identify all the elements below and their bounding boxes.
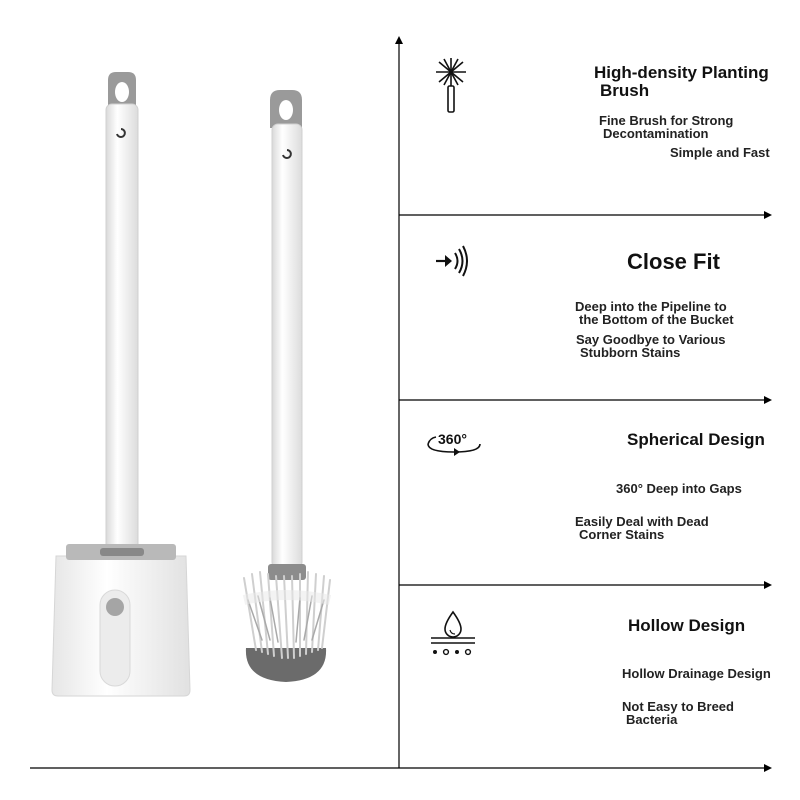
rotate-360-icon — [424, 430, 484, 456]
feature-desc: Easily Deal with Dead Corner Stains — [575, 514, 709, 542]
feature-desc: 360° Deep into Gaps — [616, 481, 742, 496]
feature-desc: Fine Brush for Strong Decontamination — [599, 113, 734, 141]
feature-title: Spherical Design — [627, 430, 765, 449]
brush-icon — [432, 56, 470, 114]
feature-desc: Simple and Fast — [670, 145, 770, 160]
feature-desc: Deep into the Pipeline to the Bottom of the Bucket — [575, 299, 734, 327]
arrow-waves-icon — [434, 244, 468, 278]
feature-desc: Not Easy to Breed Bacteria — [622, 699, 734, 727]
feature-desc: Hollow Drainage Design — [622, 666, 771, 681]
feature-title: Hollow Design — [628, 616, 746, 635]
feature-title: High-density Planting Brush — [594, 63, 769, 100]
water-drop-icon — [428, 610, 478, 658]
feature-desc: Say Goodbye to Various Stubborn Stains — [576, 332, 726, 360]
rotate-360-label: 360° — [438, 431, 467, 447]
feature-title: Close Fit — [627, 249, 720, 274]
